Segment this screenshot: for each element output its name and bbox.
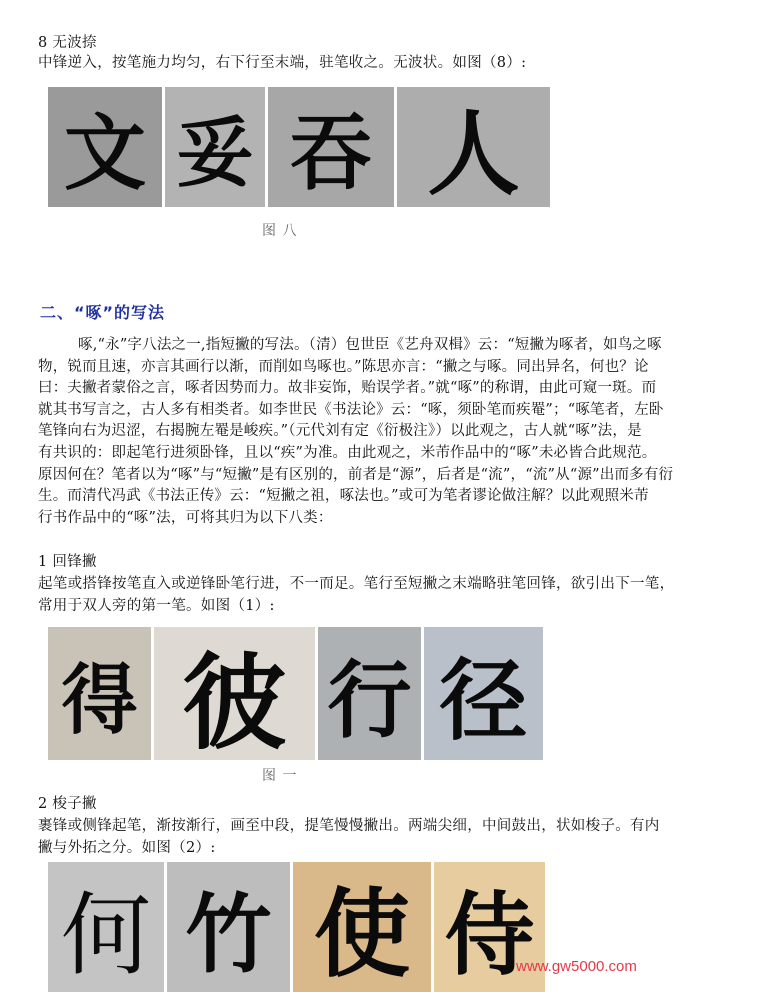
calligraphy-image-2 bbox=[167, 862, 290, 992]
calligraphy-char: 竹 bbox=[185, 884, 272, 985]
calligraphy-char: 人 bbox=[427, 100, 520, 207]
body-paragraph bbox=[38, 335, 673, 529]
calligraphy-image-3 bbox=[318, 627, 421, 760]
section-title: 二、“啄”的写法 bbox=[40, 303, 166, 322]
calligraphy-image-2 bbox=[165, 87, 265, 207]
section-8-description: 中锋逆入，按笔施力均匀，右下行至末端，驻笔收之。无波状。如图（8）: bbox=[38, 55, 527, 71]
calligraphy-char: 彼 bbox=[182, 640, 287, 760]
calligraphy-image-1 bbox=[48, 862, 164, 992]
calligraphy-image-3 bbox=[268, 87, 394, 207]
calligraphy-char: 行 bbox=[327, 650, 412, 749]
calligraphy-image-1 bbox=[48, 627, 151, 760]
calligraphy-image-2 bbox=[154, 627, 315, 760]
calligraphy-char: 何 bbox=[61, 883, 151, 988]
calligraphy-image-4 bbox=[397, 87, 550, 207]
calligraphy-image-3 bbox=[293, 862, 431, 992]
figure-1-caption: 图 一 bbox=[262, 768, 298, 784]
paragraph-line: 啄,“永”字八法之一,指短撇的写法。（清）包世臣《艺舟双楫》云：“短撇为啄者，如鸟之啄 bbox=[78, 337, 662, 353]
paragraph-line: 物，锐而且速，亦言其画行以渐，而削如鸟啄也。”陈思亦言：“撇之与啄。同出异名，何也？论 bbox=[38, 358, 649, 375]
section-2-description-line: 裹锋或侧锋起笔，渐按渐行，画至中段，提笔慢慢撇出。两端尖细，中间鼓出，状如梭子。有内 bbox=[38, 818, 660, 834]
calligraphy-char: 得 bbox=[61, 655, 138, 744]
figure-8-caption: 图 八 bbox=[262, 223, 298, 239]
heading-section-2: 2 梭子撇 bbox=[38, 796, 97, 812]
calligraphy-char: 侍 bbox=[444, 882, 535, 988]
paragraph-line: 生。而清代冯武《书法正传》云：“短撇之祖，啄法也。”或可为笔者谬论做注解？以此观照米芾 bbox=[38, 488, 649, 505]
paragraph-line: 笔锋向右为迟涩，右揭腕左罨是峻疾。”（元代刘有定《衍极注》）以此观之，古人就“啄”法，是 bbox=[38, 423, 642, 440]
watermark-text: www.gw5000.com bbox=[516, 958, 637, 975]
calligraphy-char: 吞 bbox=[289, 105, 372, 202]
calligraphy-char: 使 bbox=[314, 877, 410, 991]
heading-section-8: 8 无波捺 bbox=[38, 35, 97, 51]
calligraphy-char: 径 bbox=[439, 647, 528, 752]
calligraphy-image-4 bbox=[424, 627, 543, 760]
paragraph-line: 行书作品中的“啄”法，可将其归为以下八类： bbox=[38, 509, 333, 526]
calligraphy-char: 文 bbox=[63, 105, 146, 202]
section-2-description-line: 撇与外拓之分。如图（2）: bbox=[38, 840, 216, 856]
paragraph-line: 原因何在？笔者以为“啄”与“短撇”是有区别的，前者是“源”，后者是“流”，“流”从“源”出而多有衍 bbox=[38, 466, 674, 483]
paragraph-line: 就其书写言之，古人多有相类者。如李世民《书法论》云：“啄，须卧笔而疾罨”；“啄笔者，左卧 bbox=[38, 401, 664, 418]
section-1-description-line: 起笔或搭锋按笔直入或逆锋卧笔行进，不一而足。笔行至短撇之末端略驻笔回锋，欲引出下一笔， bbox=[38, 576, 675, 592]
section-1-description-line: 常用于双人旁的第一笔。如图（1）: bbox=[38, 598, 275, 614]
paragraph-line: 曰：夫撇者蒙俗之言，啄者因势而力。故非妄饰，贻误学者。”就“啄”的称谓，由此可窥一斑。而 bbox=[38, 380, 657, 397]
heading-section-1: 1 回锋撇 bbox=[38, 554, 97, 570]
paragraph-line: 有共识的：即起笔行进须卧锋，且以“疾”为准。由此观之，米芾作品中的“啄”未必皆合此规范。 bbox=[38, 444, 657, 461]
calligraphy-char: 妥 bbox=[177, 108, 253, 198]
calligraphy-image-1 bbox=[48, 87, 162, 207]
